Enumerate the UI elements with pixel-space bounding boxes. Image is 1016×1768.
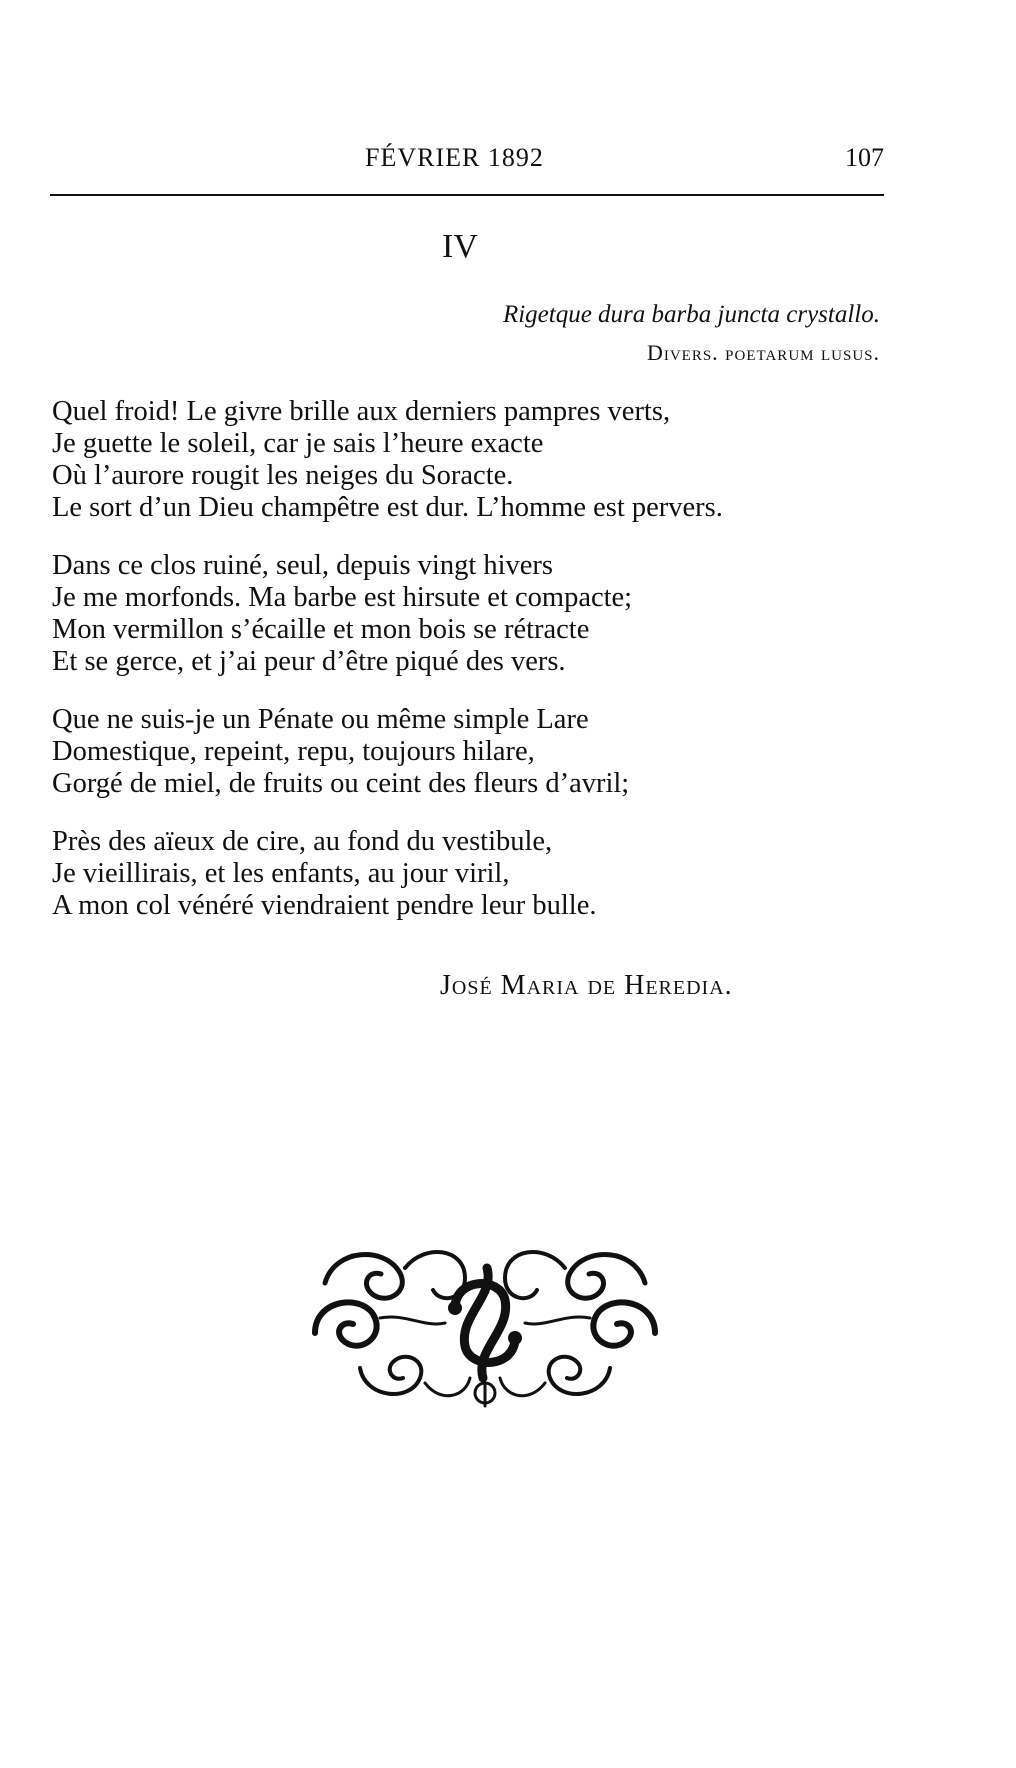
running-title: FÉVRIER 1892 — [365, 143, 544, 172]
poem-line: Quel froid! Le givre brille aux derniers pampres verts, — [52, 396, 671, 427]
stanza-3 — [52, 704, 892, 800]
poem-line: Que ne suis-je un Pénate ou même simple Lare — [52, 704, 589, 735]
fleuron-ornament-icon — [305, 1238, 665, 1408]
poem-line: Où l’aurore rougit les neiges du Soracte. — [52, 460, 514, 491]
poem-line: Et se gerce, et j’ai peur d’être piqué des vers. — [52, 646, 566, 677]
poem-line: Mon vermillon s’écaille et mon bois se rétracte — [52, 614, 590, 645]
epigraph — [340, 296, 880, 372]
poem-line: Je me morfonds. Ma barbe est hirsute et compacte; — [52, 582, 633, 613]
stanza-2 — [52, 550, 892, 678]
section-number: IV — [442, 228, 478, 265]
page-number: 107 — [845, 143, 884, 172]
header-rule — [50, 194, 884, 196]
poem — [52, 396, 892, 948]
poem-line: Je guette le soleil, car je sais l’heure exacte — [52, 428, 544, 459]
poem-line: Dans ce clos ruiné, seul, depuis vingt hivers — [52, 550, 554, 581]
poem-line: Domestique, repeint, repu, toujours hilare, — [52, 736, 535, 767]
poem-line: A mon col vénéré viendraient pendre leur bulle. — [52, 890, 597, 921]
epigraph-source: Divers. poetarum lusus. — [646, 340, 880, 365]
poem-line: Près des aïeux de cire, au fond du vestibule, — [52, 826, 553, 857]
poem-line: Je vieillirais, et les enfants, au jour viril, — [52, 858, 510, 889]
running-head — [50, 143, 884, 183]
stanza-1 — [52, 396, 892, 524]
poem-line: Gorgé de miel, de fruits ou ceint des fleurs d’avril; — [52, 768, 630, 799]
stanza-4 — [52, 826, 892, 922]
poem-line: Le sort d’un Dieu champêtre est dur. L’homme est pervers. — [52, 492, 723, 523]
author-signature: José Maria de Heredia. — [440, 970, 733, 1001]
epigraph-quote: Rigetque dura barba juncta crystallo. — [502, 301, 880, 328]
